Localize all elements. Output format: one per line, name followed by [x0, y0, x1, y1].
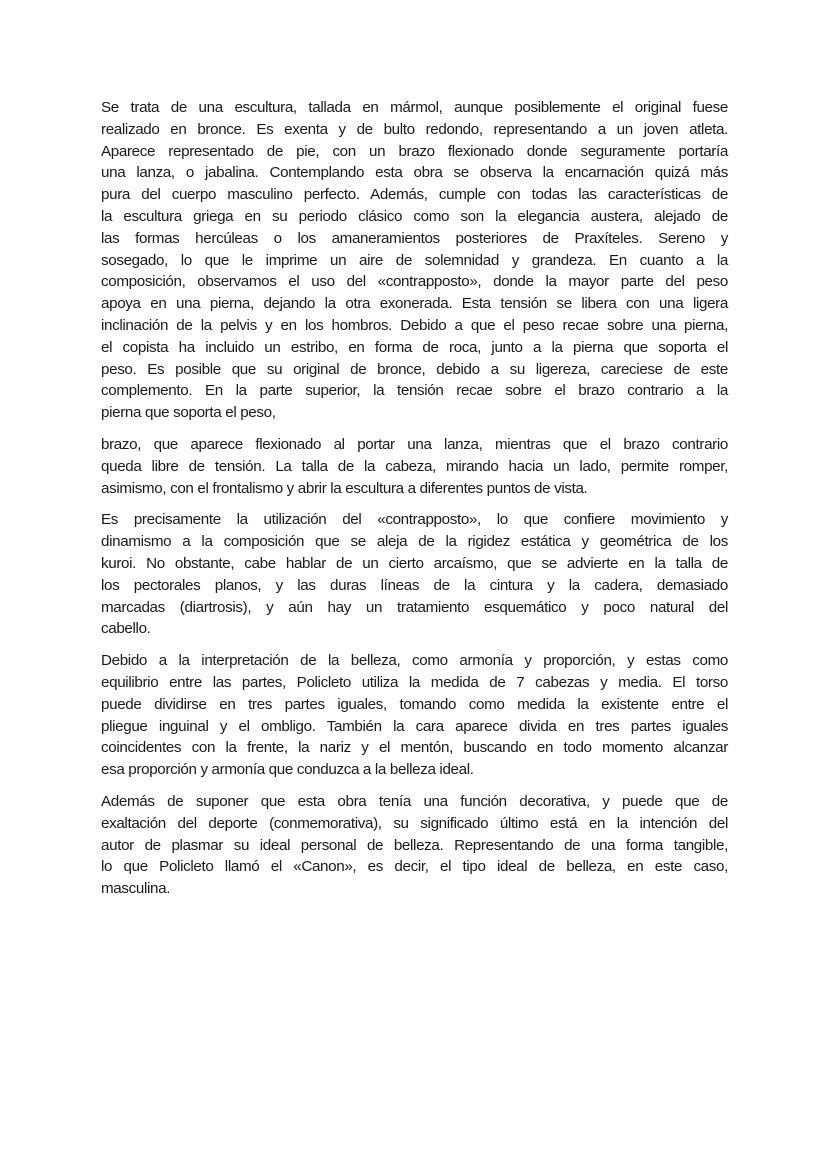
- text-line: kuroi. No obstante, cabe hablar de un cierto arcaísmo, que se advierte en la talla de: [101, 554, 728, 572]
- text-line: la escultura griega en su periodo clásico como son la elegancia austera, alejado de: [101, 207, 728, 225]
- text-line: Debido a la interpretación de la belleza, como armonía y proporción, y estas como: [101, 652, 728, 670]
- text-line: Es precisamente la utilización del «contrapposto», lo que confiere movimiento y: [101, 511, 728, 529]
- text-line: masculina.: [101, 880, 171, 898]
- text-line: brazo, que aparece flexionado al portar una lanza, mientras que el brazo contrario: [101, 435, 728, 453]
- text-line: apoya en una pierna, dejando la otra exonerada. Esta tensión se libera con una ligera: [101, 295, 728, 313]
- text-line: asimismo, con el frontalismo y abrir la escultura a diferentes puntos de vista.: [101, 479, 588, 497]
- text-line: dinamismo a la composición que se aleja de la rigidez estática y geométrica de los: [101, 533, 728, 551]
- text-line: Se trata de una escultura, tallada en mármol, aunque posiblemente el original fuese: [101, 99, 728, 116]
- text-line: las formas hercúleas o los amaneramientos posteriores de Praxíteles. Sereno y: [101, 229, 728, 247]
- text-line: exaltación del deporte (conmemorativa), su significado último está en la intención del: [101, 814, 728, 832]
- text-line: Aparece representado de pie, con un brazo flexionado donde seguramente portaría: [101, 142, 728, 160]
- text-line: esa proporción y armonía que conduzca a la belleza ideal.: [101, 761, 474, 779]
- text-line: realizado en bronce. Es exenta y de bulto redondo, representando a un joven atleta.: [101, 120, 728, 138]
- text-line: el copista ha incluido un estribo, en forma de roca, junto a la pierna que soporta el: [101, 338, 728, 356]
- text-line: peso. Es posible que su original de bronce, debido a su ligereza, careciese de este: [101, 360, 728, 378]
- paragraph: [101, 791, 728, 900]
- text-line: complemento. En la parte superior, la tensión recae sobre el brazo contrario a la: [101, 382, 728, 400]
- paragraph: [101, 97, 728, 424]
- text-line: cabello.: [101, 620, 151, 638]
- text-line: inclinación de la pelvis y en los hombros. Debido a que el peso recae sobre una pierna,: [101, 316, 728, 334]
- text-line: pura del cuerpo masculino perfecto. Además, cumple con todas las características de: [101, 186, 728, 204]
- text-line: coincidentes con la frente, la nariz y el mentón, buscando en todo momento alcanzar: [101, 739, 728, 757]
- text-line: queda libre de tensión. La talla de la cabeza, mirando hacia un lado, permite romper,: [101, 457, 728, 475]
- text-line: composición, observamos el uso del «contrapposto», donde la mayor parte del peso: [101, 273, 728, 291]
- text-line: pierna que soporta el peso,: [101, 404, 276, 422]
- text-line: una lanza, o jabalina. Contemplando esta obra se observa la encarnación quizá más: [101, 164, 728, 182]
- text-line: pliegue inguinal y el ombligo. También la cara aparece divida en tres partes iguales: [101, 717, 728, 735]
- paragraph: [101, 509, 728, 640]
- text-line: lo que Policleto llamó el «Canon», es decir, el tipo ideal de belleza, en este caso,: [101, 858, 728, 876]
- document-page: [101, 97, 728, 910]
- paragraph: [101, 434, 728, 499]
- text-line: equilibrio entre las partes, Policleto utiliza la medida de 7 cabezas y media. El torso: [101, 673, 728, 691]
- text-line: los pectorales planos, y las duras líneas de la cintura y la cadera, demasiado: [101, 576, 728, 594]
- paragraph: [101, 650, 728, 781]
- text-line: sosegado, lo que le imprime un aire de solemnidad y grandeza. En cuanto a la: [101, 251, 728, 269]
- text-line: marcadas (diartrosis), y aún hay un tratamiento esquemático y poco natural del: [101, 598, 728, 616]
- text-line: Además de suponer que esta obra tenía una función decorativa, y puede que de: [101, 792, 728, 810]
- text-line: autor de plasmar su ideal personal de belleza. Representando de una forma tangible,: [101, 836, 728, 854]
- text-line: puede dividirse en tres partes iguales, tomando como medida la existente entre el: [101, 695, 728, 713]
